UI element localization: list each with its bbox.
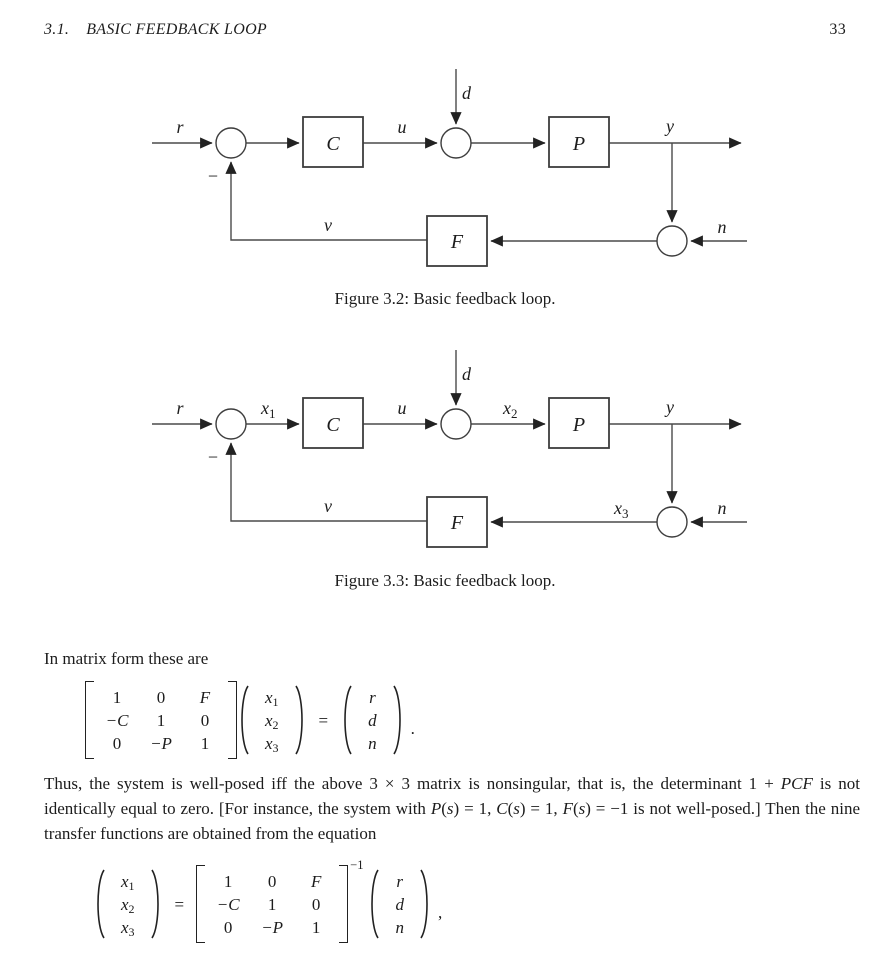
matrix-cell: 1	[223, 871, 233, 891]
matrix-row	[206, 870, 338, 893]
summing-junction-input	[216, 128, 246, 158]
vector-entry: n	[395, 917, 404, 937]
right-paren	[150, 868, 163, 940]
right-paren	[419, 868, 432, 940]
label-minus-sign: −	[207, 166, 219, 186]
matrix-cell: 1	[311, 917, 321, 937]
matrix-cell: 0	[223, 917, 233, 937]
label-block-c: C	[326, 414, 340, 436]
figure-3-2-diagram	[0, 60, 890, 295]
system-matrix	[206, 870, 338, 939]
vector-entry: d	[395, 894, 404, 914]
summing-junction-input	[216, 409, 246, 439]
matrix-cell: 0	[200, 710, 210, 730]
matrix-cell: 0	[112, 733, 122, 753]
matrix-cell: F	[310, 871, 322, 891]
matrix-cell: 0	[267, 871, 277, 891]
label-n: n	[717, 498, 727, 518]
system-matrix	[95, 686, 227, 755]
right-bracket	[339, 865, 348, 943]
left-bracket	[85, 681, 94, 759]
label-x3: $x_3$	[614, 498, 629, 521]
matrix-row	[206, 893, 338, 916]
label-u: u	[397, 398, 407, 418]
label-d: d	[462, 364, 471, 384]
label-r: r	[176, 398, 184, 418]
vector-entry: $x_2$	[265, 710, 279, 732]
matrix-cell: 1	[267, 894, 277, 914]
label-minus-sign: −	[207, 447, 219, 467]
matrix-cell: −P	[150, 733, 172, 753]
equals-sign: =	[174, 895, 185, 914]
right-bracket	[228, 681, 237, 759]
summing-junction-disturbance	[441, 128, 471, 158]
section-number: 3.1.	[44, 21, 70, 38]
state-vector	[250, 686, 294, 755]
right-paren	[294, 684, 307, 756]
label-block-f: F	[450, 231, 464, 253]
label-block-c: C	[326, 133, 340, 155]
left-paren	[367, 868, 380, 940]
running-header	[44, 21, 846, 39]
label-block-p: P	[572, 133, 586, 155]
label-u: u	[397, 117, 407, 137]
matrix-row	[95, 709, 227, 732]
matrix-cell: −C	[216, 894, 240, 914]
label-x2: $x_2$	[503, 398, 518, 421]
vector-entry: $x_3$	[265, 733, 279, 755]
label-y: y	[666, 116, 674, 136]
summing-junction-disturbance	[441, 409, 471, 439]
matrix-cell: 1	[112, 687, 122, 707]
matrix-cell: 1	[156, 710, 166, 730]
matrix-cell: F	[199, 687, 211, 707]
vector-entry: $x_1$	[265, 687, 279, 709]
inverse-exponent: −1	[350, 858, 364, 872]
vector-entry: r	[396, 871, 404, 891]
vector-entry: $x_3$	[121, 917, 135, 939]
label-block-f: F	[450, 512, 464, 534]
equation-comma: ,	[437, 903, 443, 922]
matrix-cell: 0	[156, 687, 166, 707]
matrix-row	[95, 732, 227, 755]
vector-entry: r	[369, 687, 376, 707]
figure-3-3-caption: Figure 3.3: Basic feedback loop.	[334, 571, 556, 590]
vector-entry: n	[368, 733, 377, 753]
left-paren	[93, 868, 106, 940]
left-paren	[237, 684, 250, 756]
input-vector	[353, 686, 392, 755]
left-bracket	[196, 865, 205, 943]
label-r: r	[176, 117, 184, 137]
label-n: n	[717, 217, 727, 237]
input-vector	[380, 870, 419, 939]
matrix-row	[206, 916, 338, 939]
equation-transfer-functions	[93, 858, 443, 945]
vector-entry: $x_2$	[121, 894, 135, 916]
section-title: BASIC FEEDBACK LOOP	[86, 21, 267, 38]
label-v: v	[324, 496, 332, 516]
label-v: v	[324, 215, 332, 235]
label-d: d	[462, 83, 471, 103]
right-paren	[392, 684, 405, 756]
vector-entry: $x_1$	[121, 871, 135, 893]
page-number: 33	[829, 21, 846, 38]
figure-3-3-diagram	[0, 341, 890, 576]
matrix-cell: −C	[105, 710, 129, 730]
intro-line: In matrix form these are	[44, 649, 209, 668]
matrix-cell: −P	[261, 917, 284, 937]
matrix-row	[95, 686, 227, 709]
vector-entry: d	[368, 710, 377, 730]
equals-sign: =	[318, 711, 329, 730]
state-vector	[106, 870, 150, 939]
equation-period: .	[410, 719, 415, 738]
equation-matrix-form	[85, 679, 415, 761]
label-x1: $x_1$	[261, 398, 276, 421]
summing-junction-noise	[657, 226, 687, 256]
figure-3-2-caption: Figure 3.2: Basic feedback loop.	[334, 289, 556, 308]
label-block-p: P	[572, 414, 586, 436]
label-y: y	[666, 397, 674, 417]
body-paragraph: Thus, the system is well-posed iff the above 3 × 3 matrix is nonsingular, that is, the determinant 1 + PCF is not identically equal to zero. [For instance, the system with P(s) = 1, C(s) = 1, F(s) = −1 is not well-posed.] Then the nine transfer functions are obtained from the equation	[44, 774, 861, 843]
summing-junction-noise	[657, 507, 687, 537]
matrix-cell: 0	[311, 894, 321, 914]
matrix-cell: 1	[200, 733, 210, 753]
left-paren	[340, 684, 353, 756]
